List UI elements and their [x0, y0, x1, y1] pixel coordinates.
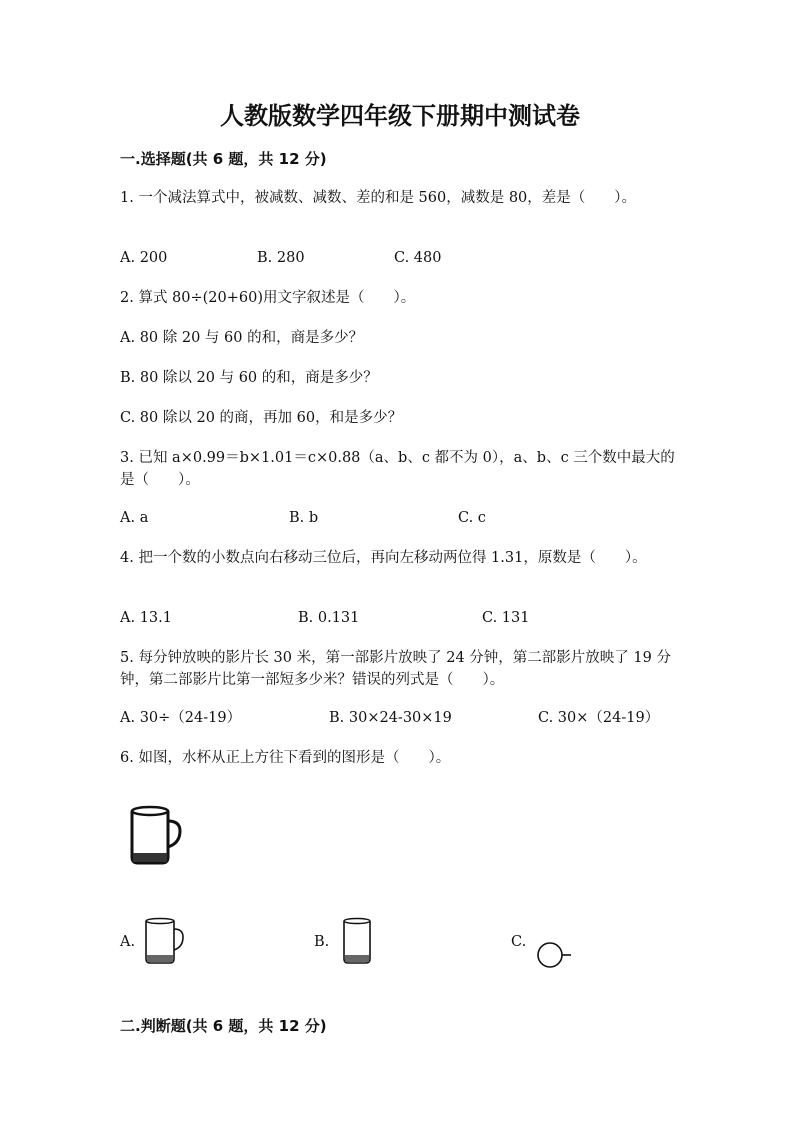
q4-option-b: B. 0.131 — [298, 610, 360, 626]
q6-option-b: B. — [314, 934, 330, 950]
q2-option-a: A. 80 除 20 与 60 的和，商是多少？ — [120, 330, 364, 346]
q4-option-c: C. 131 — [482, 610, 530, 626]
question-5: 5. 每分钟放映的影片长 30 米，第一部影片放映了 24 分钟，第二部影片放映了 19 分钟，第二部影片比第一部短多少米？错误的列式是（ ）。 — [120, 650, 671, 688]
question-3: 3. 已知 a×0.99＝b×1.01＝c×0.88（a、b、c 都不为 0），a、b、c 三个数中最大的是（ ）。 — [120, 450, 675, 488]
q3-option-c: C. c — [458, 510, 486, 526]
q5-option-b: B. 30×24-30×19 — [329, 710, 452, 726]
mug-icon — [126, 803, 184, 867]
q2-option-c: C. 80 除以 20 的商，再加 60，和是多少？ — [120, 410, 403, 426]
question-1: 1. 一个减法算式中，被减数、减数、差的和是 560，减数是 80，差是（ ）。 — [120, 190, 637, 206]
section-heading-choice: 一.选择题(共 6 题，共 12 分) — [120, 150, 327, 168]
q5-option-a: A. 30÷（24-19） — [120, 710, 242, 726]
question-2: 2. 算式 80÷(20+60)用文字叙述是（ ）。 — [120, 290, 416, 306]
q4-option-a: A. 13.1 — [120, 610, 172, 626]
page-title: 人教版数学四年级下册期中测试卷 — [220, 102, 580, 130]
circle-with-handle-icon — [535, 940, 575, 970]
question-4: 4. 把一个数的小数点向右移动三位后，再向左移动两位得 1.31，原数是（ ）。 — [120, 550, 647, 566]
section-heading-judgment: 二.判断题(共 6 题，共 12 分) — [120, 1017, 327, 1035]
q2-option-b: B. 80 除以 20 与 60 的和，商是多少？ — [120, 370, 378, 386]
q6-option-c: C. — [511, 934, 527, 950]
mug-front-icon — [142, 917, 188, 967]
q1-option-c: C. 480 — [394, 250, 442, 266]
q3-option-b: B. b — [289, 510, 319, 526]
cylinder-cup-icon — [340, 917, 376, 967]
question-6: 6. 如图，水杯从正上方往下看到的图形是（ ）。 — [120, 750, 451, 766]
q5-option-c: C. 30×（24-19） — [538, 710, 660, 726]
q1-option-a: A. 200 — [120, 250, 168, 266]
q6-option-a: A. — [120, 934, 136, 950]
q1-option-b: B. 280 — [257, 250, 305, 266]
q3-option-a: A. a — [120, 510, 149, 526]
